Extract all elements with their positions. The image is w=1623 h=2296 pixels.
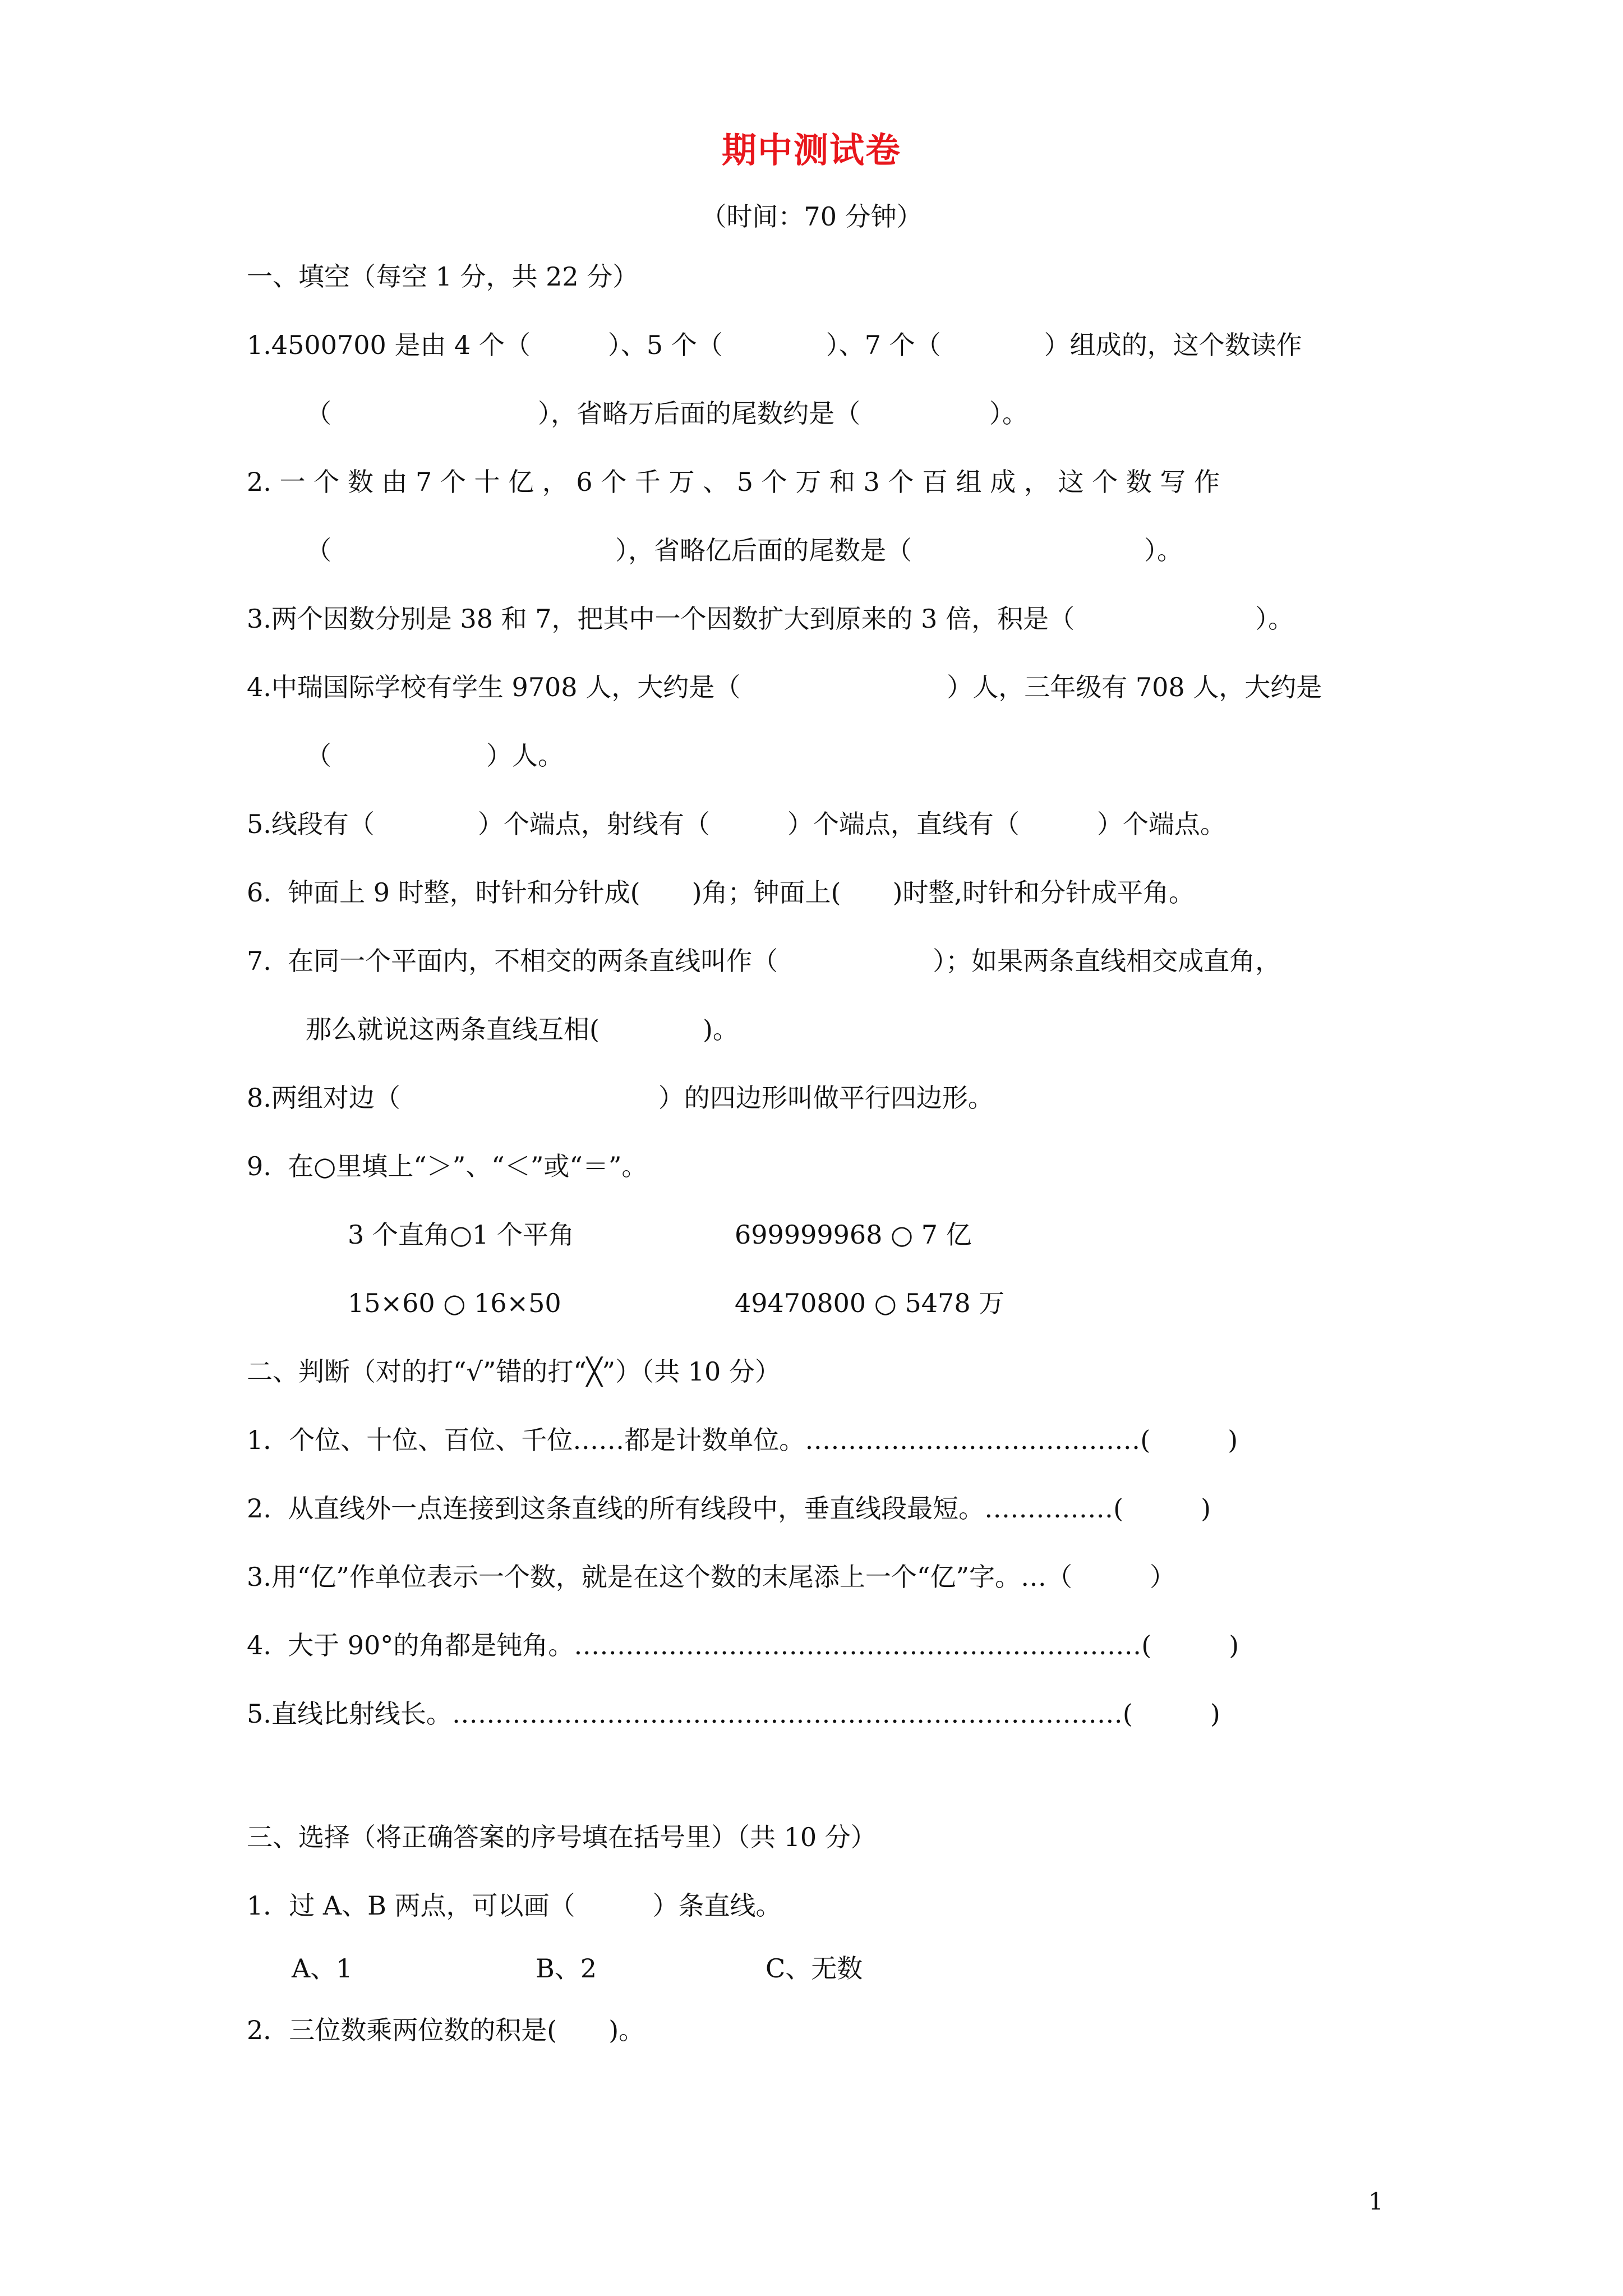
judgement-item: 4. 大于 90°的角都是钝角。…………………………………………………………( ) (247, 1630, 1239, 1660)
comparison-item: 49470800 ○ 5478 万 (735, 1288, 1005, 1318)
time-limit: （时间：70 分钟） (700, 201, 923, 232)
page-title: 期中测试卷 (721, 130, 901, 171)
choice-option: B、2 (536, 1953, 597, 1984)
question-7-line-2: 那么就说这两条直线互相( )。 (306, 1014, 739, 1045)
choice-question-2: 2．三位数乘两位数的积是( )。 (247, 2015, 645, 2045)
question-2-line-2: （ ），省略亿后面的尾数是（ ）。 (306, 535, 1183, 565)
question-1-line-2: （ ），省略万后面的尾数约是（ ）。 (306, 398, 1028, 429)
question-4-line-1: 4.中瑞国际学校有学生 9708 人，大约是（ ）人，三年级有 708 人，大约是 (247, 672, 1322, 702)
question-2-line-1: 2. 一 个 数 由 7 个 十 亿 ， 6 个 千 万 、 5 个 万 和 3 个 百 组 成 ， 这 个 数 写 作 (247, 467, 1220, 497)
question-1-line-1: 1.4500700 是由 4 个（ ）、5 个（ ）、7 个（ ）组成的，这个数读作 (247, 330, 1302, 360)
page-number: 1 (1368, 2188, 1384, 2215)
question-3: 3.两个因数分别是 38 和 7，把其中一个因数扩大到原来的 3 倍，积是（ ）。 (247, 604, 1294, 634)
section-1-heading: 一、填空（每空 1 分，共 22 分） (247, 261, 639, 292)
question-4-line-2: （ ）人。 (306, 740, 564, 771)
question-8: 8.两组对边（ ）的四边形叫做平行四边形。 (247, 1083, 994, 1113)
question-5: 5.线段有（ ）个端点，射线有（ ）个端点，直线有（ ）个端点。 (247, 809, 1226, 839)
question-6: 6. 钟面上 9 时整，时针和分针成( )角；钟面上( )时整,时针和分针成平角。 (247, 877, 1195, 908)
section-3-heading: 三、选择（将正确答案的序号填在括号里）（共 10 分） (247, 1822, 877, 1852)
choice-question-1: 1．过 A、B 两点，可以画（ ）条直线。 (247, 1890, 782, 1921)
comparison-item: 15×60 ○ 16×50 (348, 1288, 561, 1318)
choice-option: C、无数 (766, 1953, 863, 1984)
section-2-heading: 二、判断（对的打“√”错的打“╳”）（共 10 分） (247, 1356, 781, 1387)
question-7-line-1: 7. 在同一个平面内，不相交的两条直线叫作（ ）；如果两条直线相交成直角， (247, 946, 1281, 976)
choice-option: A、1 (292, 1953, 353, 1984)
judgement-item: 5.直线比射线长。……………………………………………………………………( ) (247, 1699, 1220, 1729)
judgement-item: 2. 从直线外一点连接到这条直线的所有线段中，垂直线段最短。……………( ) (247, 1493, 1211, 1524)
comparison-item: 699999968 ○ 7 亿 (735, 1220, 972, 1250)
judgement-item: 1．个位、十位、百位、千位……都是计数单位。…………………………………( ) (247, 1425, 1238, 1455)
judgement-item: 3.用“亿”作单位表示一个数，就是在这个数的末尾添上一个“亿”字。…（ ） (247, 1562, 1175, 1592)
question-9: 9. 在○里填上“＞”、“＜”或“＝”。 (247, 1151, 648, 1181)
comparison-item: 3 个直角○1 个平角 (348, 1220, 574, 1250)
